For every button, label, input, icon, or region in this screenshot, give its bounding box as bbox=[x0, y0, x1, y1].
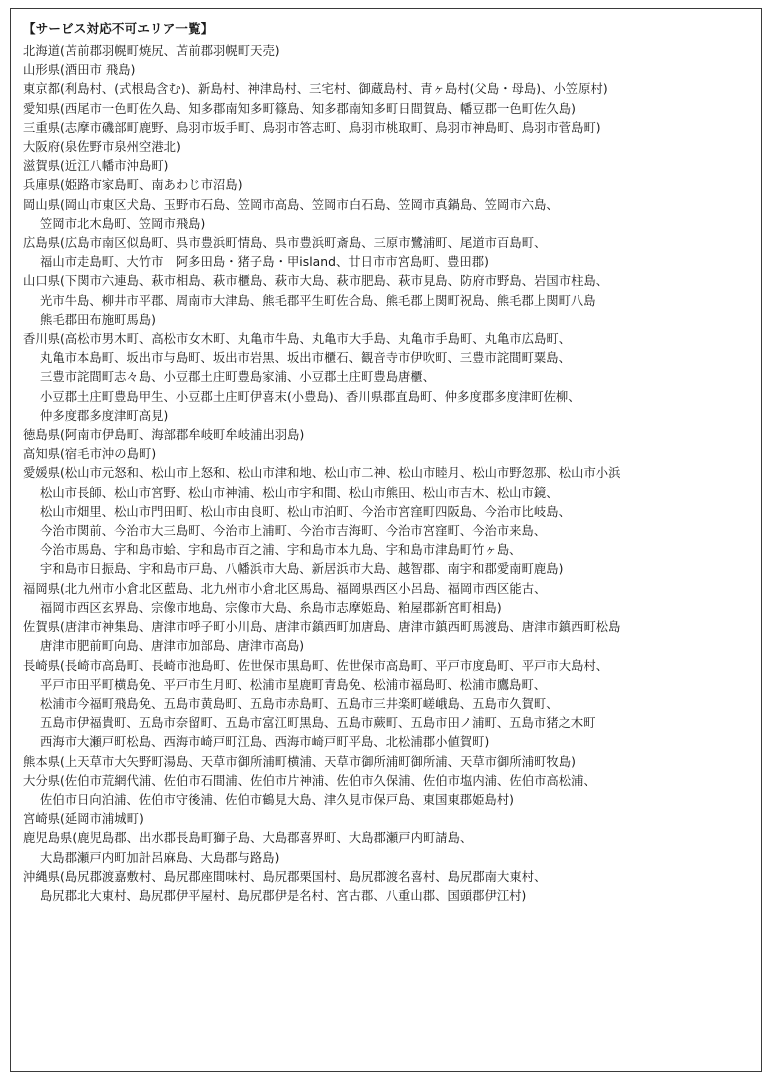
area-entry-line: 松浦市今福町飛島免、五島市黄島町、五島市赤島町、五島市三井楽町嵯峨島、五島市久賀町、 bbox=[40, 696, 559, 711]
area-entry bbox=[23, 42, 749, 61]
area-entry-line: 平戸市田平町横島免、平戸市生月町、松浦市星鹿町青島免、松浦市福島町、松浦市鷹島町、 bbox=[40, 677, 547, 692]
area-entry bbox=[23, 868, 749, 906]
area-entry bbox=[23, 119, 749, 138]
area-entry-line: 北海道(苫前郡羽幌町焼尻、苫前郡羽幌町天売) bbox=[23, 44, 280, 58]
area-entry-line: 福岡県(北九州市小倉北区藍島、北九州市小倉北区馬島、福岡県西区小呂島、福岡市西区能古、 bbox=[23, 581, 547, 596]
area-entry bbox=[23, 618, 749, 656]
area-list bbox=[23, 42, 749, 906]
area-entry bbox=[23, 157, 749, 176]
area-entry bbox=[23, 810, 749, 829]
area-entry-line: 丸亀市本島町、坂出市与島町、坂出市岩黒、坂出市櫃石、観音寺市伊吹町、三豊市詫間町粟島、 bbox=[40, 351, 571, 366]
area-entry-line: 岡山県(岡山市東区犬島、玉野市石島、笠岡市高島、笠岡市白石島、笠岡市真鍋島、笠岡市六島、 bbox=[23, 197, 559, 212]
area-entry-line: 三豊市詫間町志々島、小豆郡土庄町豊島家浦、小豆郡土庄町豊島唐櫃、 bbox=[40, 370, 436, 385]
area-entry-line: 大阪府(泉佐野市泉州空港北) bbox=[23, 140, 181, 155]
document-frame bbox=[10, 8, 762, 1072]
area-entry bbox=[23, 753, 749, 772]
area-entry-line: 西海市大瀬戸町松島、西海市崎戸町江島、西海市崎戸町平島、北松浦郡小値賀町) bbox=[40, 735, 490, 750]
area-entry-line: 佐賀県(唐津市神集島、唐津市呼子町小川島、唐津市鎮西町加唐島、唐津市鎮西町馬渡島、唐津市鎮西町松島 bbox=[23, 620, 621, 635]
area-entry-line: 愛知県(西尾市一色町佐久島、知多郡南知多町篠島、知多郡南知多町日間賀島、幡豆郡一色町佐久島) bbox=[23, 101, 576, 116]
area-entry-line: 山口県(下関市六連島、萩市相島、萩市櫃島、萩市大島、萩市肥島、萩市見島、防府市野島、岩国市柱島、 bbox=[23, 274, 609, 289]
area-entry-line: 松山市長師、松山市宮野、松山市神浦、松山市宇和間、松山市熊田、松山市吉木、松山市鏡、 bbox=[40, 485, 559, 500]
area-entry-line: 島尻郡北大東村、島尻郡伊平屋村、島尻郡伊是名村、宮古郡、八重山郡、国頭郡伊江村) bbox=[40, 888, 527, 903]
area-entry bbox=[23, 176, 749, 195]
area-entry bbox=[23, 772, 749, 810]
area-entry-line: 徳島県(阿南市伊島町、海部郡牟岐町牟岐浦出羽島) bbox=[23, 428, 305, 443]
area-entry-line: 福岡市西区玄界島、宗像市地島、宗像市大島、糸島市志摩姫島、粕屋郡新宮町相島) bbox=[40, 600, 502, 615]
area-entry bbox=[23, 464, 749, 579]
area-entry-line: 香川県(高松市男木町、高松市女木町、丸亀市牛島、丸亀市大手島、丸亀市手島町、丸亀市広島町、 bbox=[23, 332, 572, 347]
area-entry-line: 宇和島市日振島、宇和島市戸島、八幡浜市大島、新居浜市大島、越智郡、南宇和郡愛南町鹿島) bbox=[40, 562, 564, 577]
area-entry bbox=[23, 445, 749, 464]
area-entry bbox=[23, 426, 749, 445]
area-entry bbox=[23, 657, 749, 753]
area-entry bbox=[23, 330, 749, 426]
area-entry-line: 熊本県(上天草市大矢野町湯島、天草市御所浦町横浦、天草市御所浦町御所浦、天草市御所浦町牧島) bbox=[23, 754, 576, 769]
area-entry-line: 兵庫県(姫路市家島町、南あわじ市沼島) bbox=[23, 178, 243, 193]
area-entry bbox=[23, 580, 749, 618]
area-entry-line: 広島県(広島市南区似島町、呉市豊浜町情島、呉市豊浜町斎島、三原市鷺浦町、尾道市百島町、 bbox=[23, 236, 547, 251]
area-entry-line: 小豆郡土庄町豊島甲生、小豆郡土庄町伊喜末(小豊島)、香川県郡直島町、仲多度郡多度津町佐柳、 bbox=[40, 389, 581, 404]
area-entry-line: 山形県(酒田市 飛島) bbox=[23, 63, 136, 78]
area-entry-line: 佐伯市日向泊浦、佐伯市守後浦、佐伯市鶴見大島、津久見市保戸島、東国東郡姫島村) bbox=[40, 792, 515, 807]
area-entry-line: 高知県(宿毛市沖の島町) bbox=[23, 447, 157, 462]
area-entry-line: 五島市伊福貴町、五島市奈留町、五島市富江町黒島、五島市蕨町、五島市田ノ浦町、五島市猪之木町 bbox=[40, 716, 596, 731]
area-entry-line: 唐津市肥前町向島、唐津市加部島、唐津市高島) bbox=[40, 639, 305, 654]
area-entry-line: 今治市馬島、宇和島市蛤、宇和島市百之浦、宇和島市本九島、宇和島市津島町竹ヶ島、 bbox=[40, 543, 522, 558]
area-entry-line: 鹿児島県(鹿児島郡、出水郡長島町獅子島、大島郡喜界町、大島郡瀬戸内町請島、 bbox=[23, 831, 473, 846]
area-entry bbox=[23, 80, 749, 99]
page-title: 【サービス対応不可エリア一覧】 bbox=[23, 21, 214, 36]
area-entry-line: 福山市走島町、大竹市 阿多田島・猪子島・甲island、廿日市市宮島町、豊田郡) bbox=[40, 255, 489, 270]
area-entry-line: 光市牛島、柳井市平郡、周南市大津島、熊毛郡平生町佐合島、熊毛郡上関町祝島、熊毛郡上関町八島 bbox=[40, 293, 596, 308]
area-entry-line: 滋賀県(近江八幡市沖島町) bbox=[23, 159, 169, 174]
area-entry-line: 笠岡市北木島町、笠岡市飛島) bbox=[40, 216, 206, 231]
area-entry-line: 仲多度郡多度津町高見) bbox=[40, 408, 169, 423]
area-entry bbox=[23, 829, 749, 867]
area-entry bbox=[23, 138, 749, 157]
area-entry bbox=[23, 61, 749, 80]
area-entry-line: 宮崎県(延岡市浦城町) bbox=[23, 812, 144, 827]
area-entry-line: 東京都(利島村、(式根島含む)、新島村、神津島村、三宅村、御蔵島村、青ヶ島村(父島・母島)、小笠原村) bbox=[23, 82, 608, 97]
area-entry bbox=[23, 272, 749, 330]
area-entry-line: 熊毛郡田布施町馬島) bbox=[40, 312, 156, 327]
area-entry-line: 松山市畑里、松山市門田町、松山市由良町、松山市泊町、今治市宮窪町四阪島、今治市比岐島、 bbox=[40, 504, 571, 519]
area-entry bbox=[23, 196, 749, 234]
area-entry-line: 長崎県(長崎市高島町、長崎市池島町、佐世保市黒島町、佐世保市高島町、平戸市度島町、平戸市大島村、 bbox=[23, 658, 609, 673]
area-entry bbox=[23, 234, 749, 272]
area-entry-line: 大島郡瀬戸内町加計呂麻島、大島郡与路島) bbox=[40, 850, 280, 865]
area-entry-line: 大分県(佐伯市荒網代浦、佐伯市石間浦、佐伯市片神浦、佐伯市久保浦、佐伯市塩内浦、佐伯市高松浦、 bbox=[23, 773, 596, 788]
area-entry bbox=[23, 100, 749, 119]
area-entry-line: 愛媛県(松山市元怒和、松山市上怒和、松山市津和地、松山市二神、松山市睦月、松山市野忽那、松山市小浜 bbox=[23, 466, 621, 481]
area-entry-line: 沖縄県(島尻郡渡嘉敷村、島尻郡座間味村、島尻郡栗国村、島尻郡渡名喜村、島尻郡南大東村、 bbox=[23, 869, 547, 884]
area-entry-line: 今治市関前、今治市大三島町、今治市上浦町、今治市吉海町、今治市宮窪町、今治市来島、 bbox=[40, 524, 547, 539]
area-entry-line: 三重県(志摩市磯部町鹿野、鳥羽市坂手町、鳥羽市答志町、鳥羽市桃取町、鳥羽市神島町、鳥羽市菅島町) bbox=[23, 120, 601, 135]
